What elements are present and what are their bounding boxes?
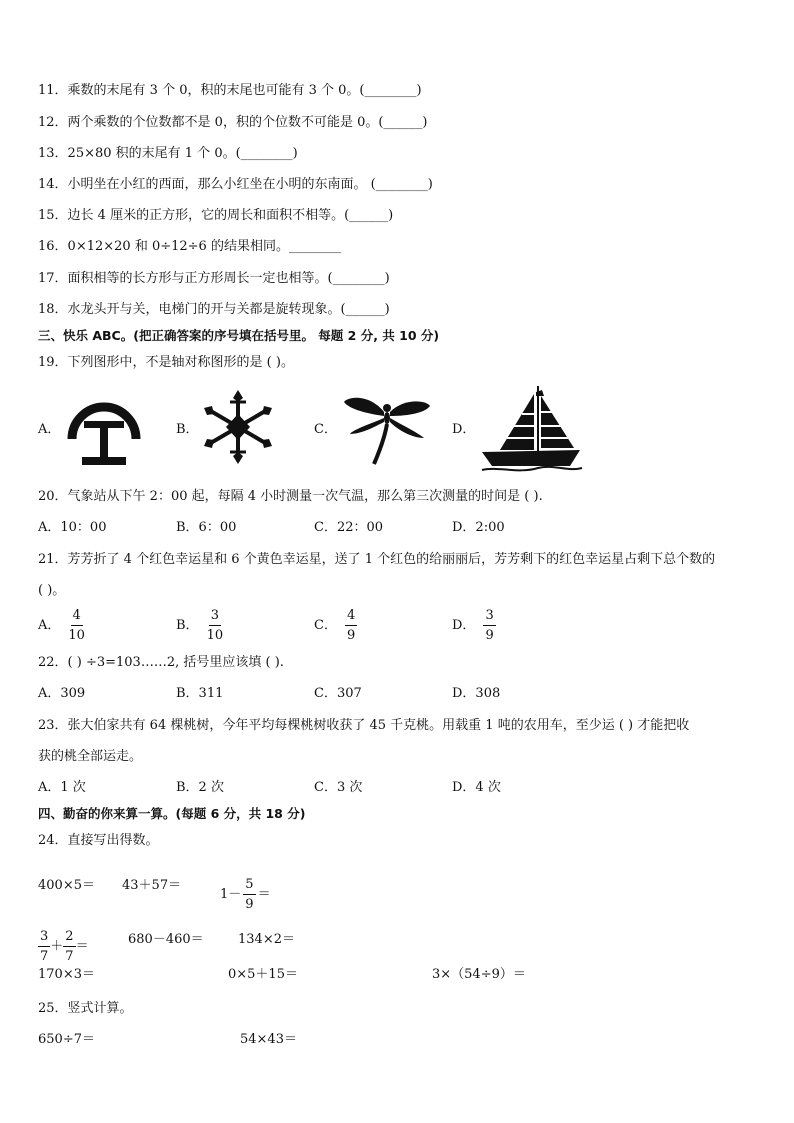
option-c: C．307 bbox=[314, 686, 362, 701]
expression-part: ＝ bbox=[257, 887, 271, 902]
exercise: 400×5＝ bbox=[38, 878, 95, 893]
sailboat-icon bbox=[478, 382, 584, 474]
numerator: 4 bbox=[345, 608, 357, 626]
option-a bbox=[38, 608, 85, 643]
option-d: D．308 bbox=[452, 686, 501, 701]
denominator: 7 bbox=[40, 949, 49, 964]
fraction bbox=[483, 608, 495, 643]
option-label: C． bbox=[314, 618, 337, 633]
question-20: 20．气象站从下午 2：00 起，每隔 4 小时测量一次气温，那么第三次测量的时间是 ( ). bbox=[38, 489, 543, 504]
exercise: 650÷7＝ bbox=[38, 1032, 95, 1047]
question-24: 24．直接写出得数。 bbox=[38, 833, 159, 848]
subway-logo-icon bbox=[64, 393, 144, 473]
denominator: 9 bbox=[245, 897, 254, 912]
option-d: D．4 次 bbox=[452, 780, 501, 795]
question-16: 16．0×12×20 和 0÷12÷6 的结果相同。________ bbox=[38, 239, 341, 254]
fraction bbox=[63, 929, 75, 964]
numerator: 2 bbox=[63, 929, 75, 947]
expression-part: ＋ bbox=[50, 939, 64, 954]
denominator: 10 bbox=[68, 628, 85, 643]
exercise: 3×（54÷9）＝ bbox=[432, 967, 526, 982]
question-21: 21．芳芳折了 4 个红色幸运星和 6 个黄色幸运星，送了 1 个红色的给丽丽后，芳芳剩下的红色幸运星占剩下总个数的 bbox=[38, 552, 716, 567]
numerator: 3 bbox=[209, 608, 221, 626]
numerator: 5 bbox=[243, 877, 255, 895]
question-11: 11．乘数的末尾有 3 个 0，积的末尾也可能有 3 个 0。(________) bbox=[38, 83, 422, 98]
question-21-continued: ( )。 bbox=[38, 583, 66, 598]
question-13: 13．25×80 积的末尾有 1 个 0。(________) bbox=[38, 146, 298, 161]
fraction bbox=[207, 608, 224, 643]
option-c: C．3 次 bbox=[314, 780, 363, 795]
question-19: 19．下列图形中，不是轴对称图形的是 ( )。 bbox=[38, 355, 294, 370]
denominator: 9 bbox=[485, 628, 494, 643]
option-b: B．311 bbox=[176, 686, 224, 701]
option-d: D．2:00 bbox=[452, 520, 505, 535]
option-label: A． bbox=[38, 618, 61, 633]
exercise: 680－460＝ bbox=[128, 932, 204, 947]
exercise: 170×3＝ bbox=[38, 967, 95, 982]
dragonfly-icon bbox=[340, 392, 434, 468]
question-14: 14．小明坐在小红的西面，那么小红坐在小明的东南面。 (________) bbox=[38, 177, 433, 192]
numerator: 3 bbox=[483, 608, 495, 626]
option-label: B． bbox=[176, 618, 199, 633]
question-23-continued: 获的桃全部运走。 bbox=[38, 749, 143, 764]
exercise bbox=[220, 877, 271, 912]
denominator: 10 bbox=[206, 628, 224, 643]
exercise: 54×43＝ bbox=[240, 1032, 297, 1047]
fraction bbox=[243, 877, 255, 912]
question-25: 25．竖式计算。 bbox=[38, 1001, 133, 1016]
option-label: D． bbox=[452, 618, 476, 633]
exercise: 134×2＝ bbox=[238, 932, 295, 947]
exercise bbox=[38, 929, 89, 964]
numerator: 4 bbox=[71, 608, 83, 626]
option-a: A．10：00 bbox=[38, 520, 107, 535]
question-12: 12．两个乘数的个位数都不是 0，积的个位数不可能是 0。(______) bbox=[38, 115, 428, 130]
option-label: A． bbox=[38, 422, 61, 437]
option-label: B． bbox=[176, 422, 199, 437]
fraction bbox=[68, 608, 85, 643]
question-17: 17．面积相等的长方形与正方形周长一定也相等。(________) bbox=[38, 271, 390, 286]
option-b: B．6：00 bbox=[176, 520, 237, 535]
fraction bbox=[345, 608, 357, 643]
numerator: 3 bbox=[38, 929, 50, 947]
option-label: D． bbox=[452, 422, 476, 437]
section-4-heading: 四、勤奋的你来算一算。(每题 6 分，共 18 分) bbox=[38, 806, 306, 821]
option-c: C．22：00 bbox=[314, 520, 384, 535]
option-b bbox=[176, 608, 223, 643]
denominator: 9 bbox=[346, 628, 356, 643]
question-15: 15．边长 4 厘米的正方形，它的周长和面积不相等。(______) bbox=[38, 208, 394, 223]
exercise: 43＋57＝ bbox=[122, 878, 182, 893]
section-3-heading: 三、快乐 ABC。(把正确答案的序号填在括号里。 每题 2 分, 共 10 分) bbox=[38, 328, 440, 343]
exercise: 0×5＋15＝ bbox=[228, 967, 298, 982]
question-23: 23．张大伯家共有 64 棵桃树，今年平均每棵桃树收获了 45 千克桃。用载重 1 吨的农用车，至少运 ( ) 才能把收 bbox=[38, 718, 690, 733]
snowflake-icon bbox=[200, 388, 276, 466]
fraction bbox=[38, 929, 50, 964]
option-label: C． bbox=[314, 422, 337, 437]
question-22: 22．( ) ÷3=103……2, 括号里应该填 ( ). bbox=[38, 655, 284, 670]
denominator: 7 bbox=[65, 949, 74, 964]
question-18: 18．水龙头开与关，电梯门的开与关都是旋转现象。(______) bbox=[38, 302, 390, 317]
option-c bbox=[314, 608, 357, 643]
option-a: A．1 次 bbox=[38, 780, 86, 795]
expression-part: 1－ bbox=[220, 887, 242, 902]
expression-part: ＝ bbox=[75, 939, 89, 954]
option-d bbox=[452, 608, 496, 643]
option-b: B．2 次 bbox=[176, 780, 224, 795]
option-a: A．309 bbox=[38, 686, 86, 701]
